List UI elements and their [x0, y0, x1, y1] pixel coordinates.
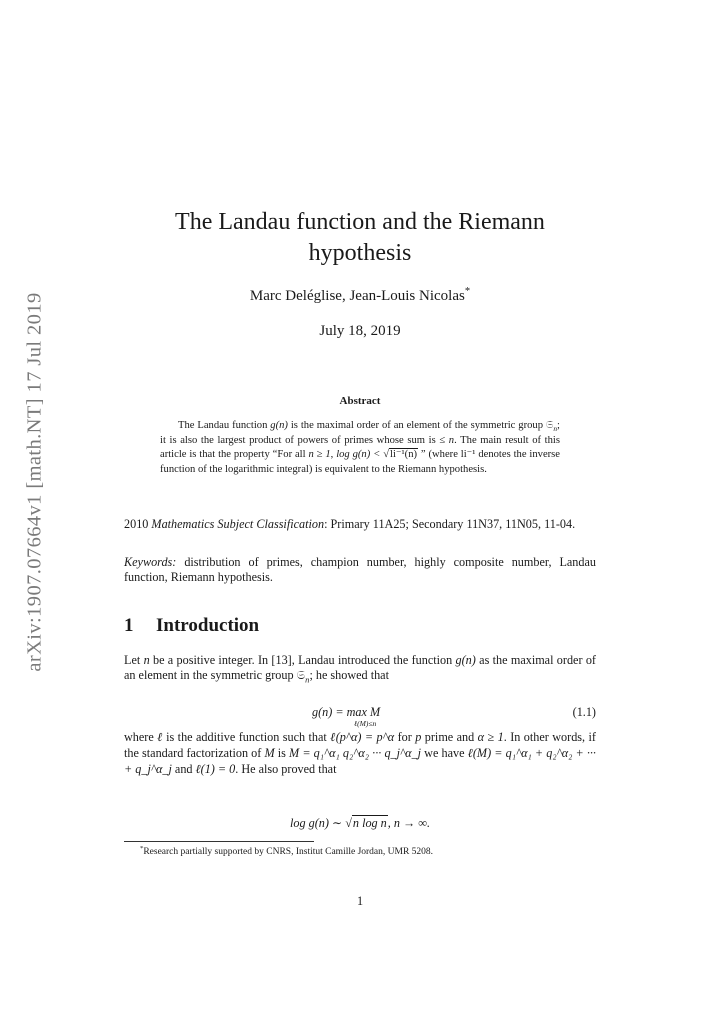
p2-t7: we have: [421, 746, 468, 761]
p2-t4: prime and: [421, 730, 478, 744]
msc-year: 2010: [124, 517, 152, 531]
p2-t9: . He also proved that: [235, 762, 337, 777]
p2-sum: ℓ(M) = q₁^α₁ + q₂^α₂ + ··· + q_j^α_j: [124, 746, 596, 777]
p2-t1: where: [124, 730, 158, 744]
footnote-text: Research partially supported by CNRS, Institut Camille Jordan, UMR 5208.: [143, 847, 434, 857]
paper-title: [124, 207, 596, 269]
abstract-group-sub: n: [553, 424, 558, 434]
abstract-text-a: The Landau function: [178, 420, 271, 431]
p2-factorization: M = q₁^α₁ q₂^α₂ ··· q_j^α_j: [289, 746, 422, 761]
intro-p1-t1: Let: [124, 653, 144, 667]
equation-1-1: [124, 701, 596, 731]
footnote-mark: *: [140, 844, 144, 852]
p2-p: p: [415, 730, 422, 744]
keywords-line: [124, 555, 596, 586]
abstract-text-e: ,: [330, 449, 337, 461]
intro-p1-group-sub: n: [305, 674, 310, 685]
abstract-sqrt: li⁻¹(n): [390, 449, 418, 461]
intro-p1-n: n: [143, 653, 150, 667]
author-footnote-mark: *: [464, 286, 471, 297]
title-line-1: The Landau function and the Riemann: [175, 209, 545, 235]
p2-t2: is the additive function such that: [162, 730, 331, 744]
abstract-text-c: ; it is also the largest product of powers of primes whose sum is ≤: [160, 420, 560, 446]
intro-p1-t2: be a positive integer. In [13], Landau introduced the function: [149, 653, 456, 667]
eq2-right: , n → ∞.: [387, 816, 430, 830]
msc-line: [124, 517, 596, 532]
abstract-text-f: ” (where li⁻¹ denotes the inverse function of the logarithmic integral) is equivalent to the Riemann hypothesis.: [160, 449, 561, 475]
authors: [124, 288, 596, 305]
section-title: Introduction: [156, 615, 260, 636]
msc-label: Mathematics Subject Classification: [151, 517, 325, 531]
eq1-tag: (1.1): [572, 705, 596, 719]
eq2-left: log g(n) ∼: [289, 816, 346, 830]
intro-paragraph-1: [124, 653, 596, 684]
keywords-label: Keywords:: [124, 555, 177, 569]
paper-date: July 18, 2019: [319, 323, 401, 339]
arxiv-stamp: [22, 282, 48, 682]
intro-p1-t3: as the maximal order of an element in the symmetric group: [124, 653, 596, 683]
eq2-radicand: n log n: [352, 816, 387, 830]
abstract-text-d: . The main result of this article is that the property “For all: [160, 434, 560, 461]
p2-t6: is: [274, 746, 290, 761]
p2-M: M: [264, 746, 275, 761]
p2-t8: and: [171, 762, 196, 777]
footnote: [124, 844, 596, 857]
eq1-body: [312, 705, 381, 728]
page-number: 1: [356, 894, 364, 908]
abstract-group-symbol: 𝔖: [545, 419, 554, 431]
abstract-heading: Abstract: [339, 395, 381, 407]
abstract-n: n: [448, 434, 455, 446]
section-heading: [124, 615, 259, 637]
intro-p1-g: g(n): [455, 653, 476, 667]
footnote-rule: [124, 841, 314, 842]
p2-t3: for: [394, 730, 416, 744]
p2-t5: . In other words, if the standard factorization of: [124, 730, 596, 761]
eq1-subscript: ℓ(M)≤n: [354, 719, 377, 728]
abstract-gn: g(n): [270, 420, 288, 431]
p2-ell: ℓ: [157, 730, 163, 744]
keywords-value: distribution of primes, champion number, highly composite number, Landau function, Riemann hypothesis.: [124, 555, 596, 585]
p2-ell1: ℓ(1) = 0: [195, 762, 236, 777]
intro-p1-t4: ; he showed that: [309, 668, 389, 683]
p2-rel: ℓ(p^α) = p^α: [330, 730, 395, 744]
equation-asymptotic: log g(n) ∼ √n log n, n → ∞.: [289, 816, 430, 830]
section-number: 1: [124, 615, 134, 636]
abstract-ineq: log g(n) <: [336, 449, 384, 461]
abstract-cond: n ≥ 1: [308, 449, 331, 461]
arxiv-stamp-text: arXiv:1907.07664v1 [math.NT] 17 Jul 2019: [23, 292, 46, 672]
intro-paragraph-2: [124, 729, 596, 778]
abstract-body: The Landau function g(n) is the maximal order of an element of the symmetric group 𝔖$_n$; it is also the largest product of powers of primes whose sum is ≤ n. The main result of this article is that the property “For all n ≥ 1, log g(n) < √li⁻¹(n) ” (where li⁻¹ denotes the inverse function of the logarithmic integral) is equivalent to the Riemann hypothesis.: [160, 419, 561, 475]
eq1-formula: g(n) = max M: [312, 705, 381, 719]
intro-p1-group: 𝔖: [296, 668, 306, 683]
p2-alpha: α ≥ 1: [477, 730, 504, 744]
title-line-2: hypothesis: [308, 240, 412, 266]
abstract-text-b: is the maximal order of an element of the symmetric group: [287, 420, 546, 431]
msc-value: : Primary 11A25; Secondary 11N37, 11N05, 11-04.: [324, 517, 576, 531]
authors-text: Marc Deléglise, Jean-Louis Nicolas: [249, 288, 465, 304]
